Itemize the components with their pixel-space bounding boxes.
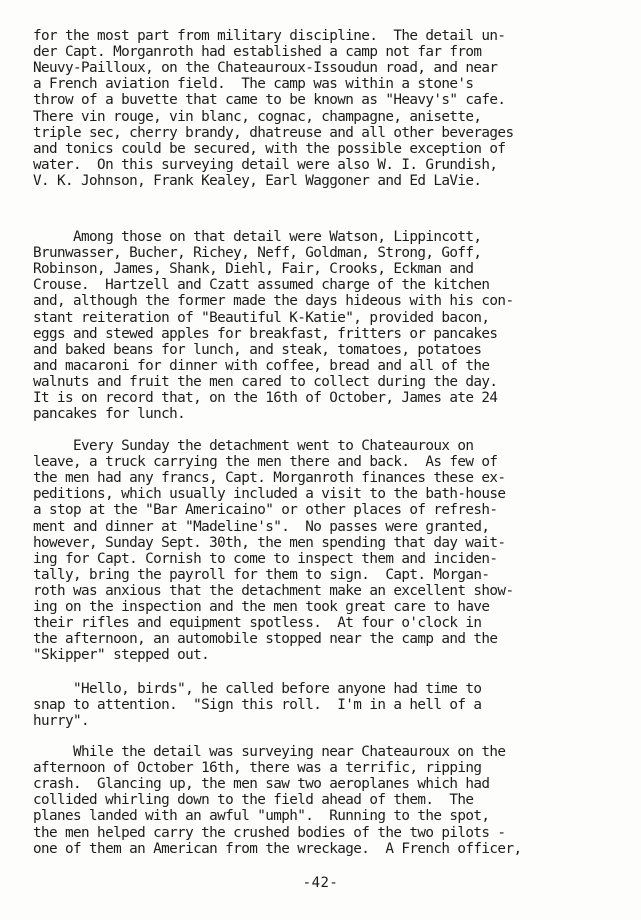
text-line: the men helped carry the crushed bodies of the two pilots - (33, 824, 506, 841)
text-line: ing on the inspection and the men took great care to have (33, 599, 490, 615)
text-line: triple sec, cherry brandy, dhatreuse and all other beverages (33, 124, 514, 141)
page-number: -42- (302, 875, 339, 891)
text-line: for the most part from military discipline. The detail un- (33, 28, 506, 44)
text-line: Every Sunday the detachment went to Chateauroux on (33, 438, 474, 454)
text-line: There vin rouge, vin blanc, cognac, champagne, anisette, (33, 108, 482, 125)
text-line: and, although the former made the days hideous with his con- (33, 293, 514, 310)
text-line: snap to attention. "Sign this roll. I'm in a hell of a (33, 697, 482, 714)
text-line: hurry". (33, 713, 90, 730)
text-line: pancakes for lunch. (33, 406, 186, 423)
text-line: Crouse. Hartzell and Czatt assumed charge of the kitchen (33, 277, 490, 294)
text-line: ment and dinner at "Madeline's". No passes were granted, (33, 518, 490, 535)
text-line: planes landed with an awful "umph". Running to the spot, (33, 808, 490, 825)
text-line: Robinson, James, Shank, Diehl, Fair, Crooks, Eckman and (33, 261, 474, 278)
text-line: and baked beans for lunch, and steak, tomatoes, potatoes (33, 341, 482, 358)
text-line: tally, bring the payroll for them to sign. Capt. Morgan- (33, 566, 490, 583)
text-line: the afternoon, an automobile stopped near the camp and the (33, 631, 498, 648)
text-line: afternoon of October 16th, there was a terrific, ripping (33, 760, 482, 777)
text-line: and macaroni for dinner with coffee, bread and all of the (33, 357, 490, 374)
text-line: the men had any francs, Capt. Morganroth finances these ex- (33, 470, 506, 487)
text-line: leave, a truck carrying the men there and back. As few of (33, 454, 498, 471)
text-line: der Capt. Morganroth had established a camp not far from (33, 44, 482, 61)
text-line: one of them an American from the wreckage. A French officer, (33, 840, 522, 857)
text-line: Among those on that detail were Watson, Lippincott, (33, 229, 482, 245)
text-line: peditions, which usually included a visit to the bath-house (33, 486, 506, 503)
text-line: and tonics could be secured, with the possible exception of (33, 140, 506, 157)
text-line: crash. Glancing up, the men saw two aeroplanes which had (33, 776, 490, 793)
text-line: a French aviation field. The camp was within a stone's (33, 76, 474, 93)
text-line: While the detail was surveying near Chateauroux on the (33, 744, 506, 760)
text-line: Brunwasser, Bucher, Richey, Neff, Goldman, Strong, Goff, (33, 245, 482, 262)
text-line: a stop at the "Bar Americaino" or other places of refresh- (33, 502, 498, 519)
text-line: stant reiteration of "Beautiful K-Katie", provided bacon, (33, 309, 490, 326)
text-line: Neuvy-Pailloux, on the Chateauroux-Issoudun road, and near (33, 60, 498, 77)
text-line: roth was anxious that the detachment make an excellent show- (33, 582, 514, 599)
text-line: "Hello, birds", he called before anyone had time to (33, 681, 482, 697)
text-line: their rifles and equipment spotless. At four o'clock in (33, 615, 482, 632)
text-line: collided whirling down to the field ahead of them. The (33, 792, 474, 809)
text-line: V. K. Johnson, Frank Kealey, Earl Waggoner and Ed LaVie. (33, 172, 482, 189)
text-line: "Skipper" stepped out. (33, 647, 210, 664)
text-line: ing for Capt. Cornish to come to inspect them and inciden- (33, 550, 498, 567)
text-line: water. On this surveying detail were also W. I. Grundish, (33, 156, 498, 173)
text-line: walnuts and fruit the men cared to collect during the day. (33, 373, 498, 390)
text-line: It is on record that, on the 16th of October, James ate 24 (33, 390, 498, 406)
text-line: throw of a buvette that came to be known as "Heavy's" cafe. (33, 92, 506, 109)
text-line: eggs and stewed apples for breakfast, fritters or pancakes (33, 325, 498, 342)
text-line: however, Sunday Sept. 30th, the men spending that day wait- (33, 534, 506, 551)
